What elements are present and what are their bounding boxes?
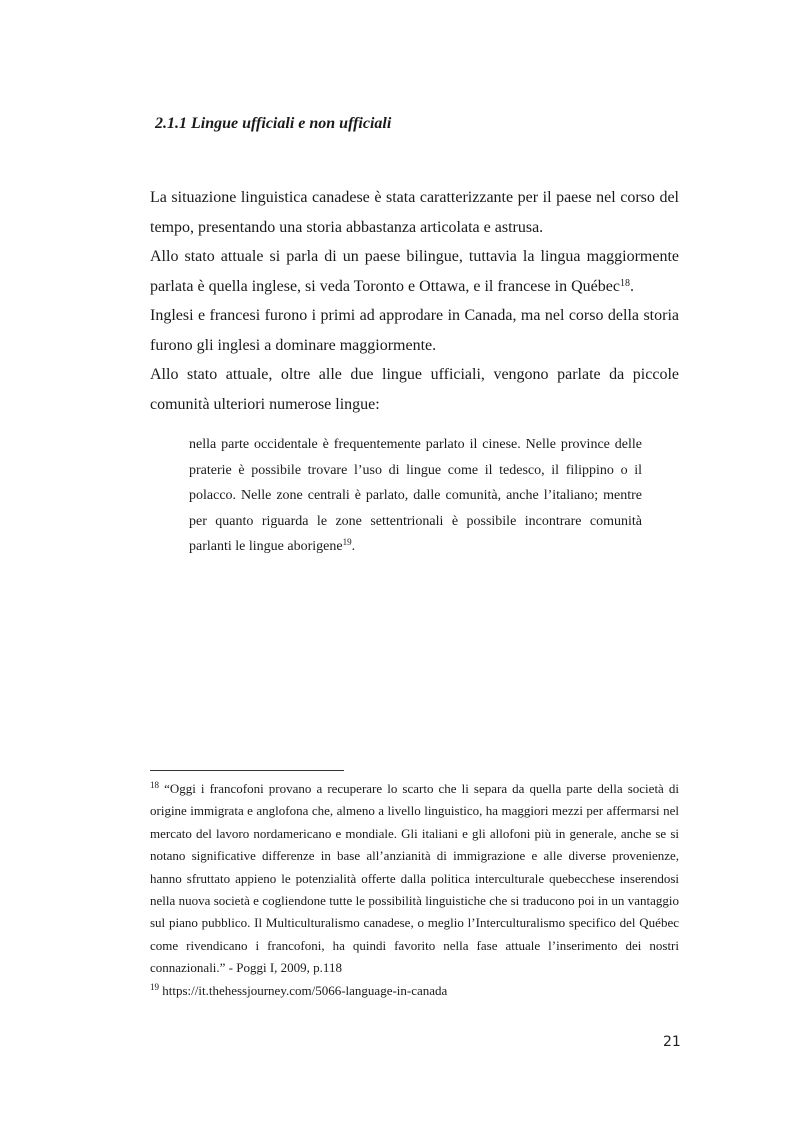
footnote-19 xyxy=(150,980,679,1002)
block-quote-end: . xyxy=(351,539,356,554)
footnote-text: “Oggi i francofoni provano a recuperare lo scarto che li separa da quella parte della società di origine immigrata e anglofona che, almeno a livello linguistico, ha maggiori mezzi per affermarsi nel mercato del lavoro nordamericano e mondiale. Gli italiani e gli allofoni più in generale, anche se si notano significative differenze in base all’anzianità di immigrazione e alle diverse provenienze, hanno sfruttato appieno le potenzialità offerte dalla politica interculturale quebecchese inserendosi nella nuova società e cogliendone tutte le possibilità linguistiche che si traducono poi in un vantaggio sul piano pubblico. Il Multiculturalismo canadese, o meglio l’Interculturalismo specifico del Québec come rivendicano i francofoni, ha quindi favorito nella fase attuale l’inserimento dei nostri connazionali.” - Poggi I, 2009, p.118 xyxy=(150,781,680,976)
footnote-separator xyxy=(150,770,344,771)
paragraph-bilingue-end: . xyxy=(629,277,634,295)
footnote-number: 19 xyxy=(150,981,159,992)
footnote-ref-18[interactable]: 18 xyxy=(619,277,630,289)
block-quote xyxy=(189,432,642,560)
page-number: 21 xyxy=(663,1034,681,1050)
body-text xyxy=(150,183,679,419)
footnote-number: 18 xyxy=(150,780,159,790)
footnote-link[interactable]: https://it.thehessjourney.com/5066-language-in-canada xyxy=(162,982,448,998)
block-quote-text: nella parte occidentale è frequentemente parlato il cinese. Nelle province delle praterie è possibile trovare l’uso di lingue come il tedesco, il filippino o il polacco. Nelle zone centrali è parlato, dalle comunità, anche l’italiano; mentre per quanto riguarda le zone settentrionali è possibile incontrare comunità parlanti le lingue aborigene xyxy=(189,437,642,554)
paragraph-bilingue-text: Allo stato attuale si parla di un paese bilingue, tuttavia la lingua maggiormente parlata è quella inglese, si veda Toronto e Ottawa, e il francese in Québec xyxy=(150,248,679,295)
paragraph-inglesi-francesi: Inglesi e francesi furono i primi ad approdare in Canada, ma nel corso della storia furono gli inglesi a dominare maggiormente. xyxy=(150,307,679,354)
section-heading: 2.1.1 Lingue ufficiali e non ufficiali xyxy=(155,115,392,132)
footnotes xyxy=(150,778,679,1002)
paragraph-lingue-ulteriori: Allo stato attuale, oltre alle due lingue ufficiali, vengono parlate da piccole comunità ulteriori numerose lingue: xyxy=(150,366,679,413)
paragraph-bilingue xyxy=(150,242,679,301)
paragraph-situazione: La situazione linguistica canadese è stata caratterizzante per il paese nel corso del tempo, presentando una storia abbastanza articolata e astrusa. xyxy=(150,189,679,236)
footnote-ref-19[interactable]: 19 xyxy=(342,537,352,547)
footnote-18 xyxy=(150,778,679,980)
